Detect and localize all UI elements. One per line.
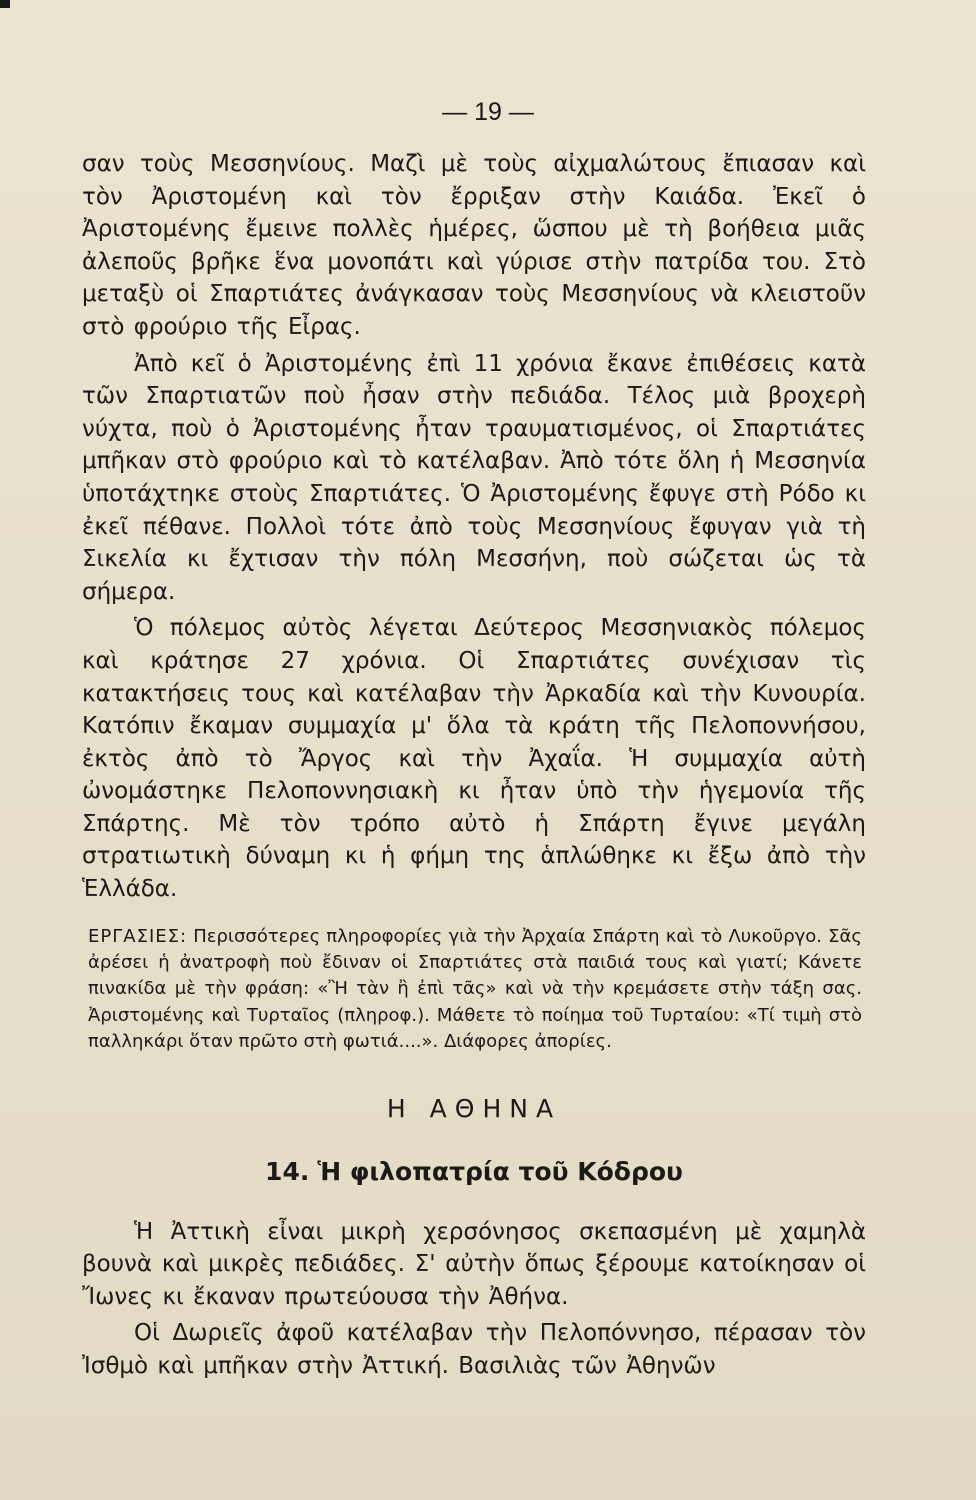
chapter-number: 14. [265,1156,310,1186]
chapter-heading [82,1157,866,1186]
paragraph-5: Οἱ Δωριεῖς ἀφοῦ κατέλαβαν τὴν Πελοπόννησο, πέρασαν τὸν Ἰσθμὸ καὶ μπῆκαν στὴν Ἀττική. Βασιλιὰς τῶν Ἀθηνῶν [82,1320,866,1380]
page-number: — 19 — [442,98,534,126]
tasks-block [82,924,866,1056]
paragraph-1: σαν τοὺς Μεσσηνίους. Μαζὶ μὲ τοὺς αἰχμαλώτους ἔπιασαν καὶ τὸν Ἀριστομένη καὶ τὸν ἔρριξαν στὴν Καιάδα. Ἐκεῖ ὁ Ἀριστομένης ἔμεινε πολλὲς ἡμέρες, ὥσπου μὲ τὴ βοήθεια μιᾶς ἀλεποῦς βρῆκε ἕνα μονοπάτι καὶ γύρισε στὴν πατρίδα του. Στὸ μεταξὺ οἱ Σπαρτιάτες ἀνάγκασαν τοὺς Μεσσηνίους νὰ κλειστοῦν στὸ φρούριο τῆς Εἶρας. [82,151,866,340]
paragraph-3: Ὁ πόλεμος αὐτὸς λέγεται Δεύτερος Μεσσηνιακὸς πόλεμος καὶ κράτησε 27 χρόνια. Οἱ Σπαρτιάτες συνέχισαν τὶς κατακτήσεις τους καὶ κατέλαβαν τὴν Ἀρκαδία καὶ τὴν Κυνουρία. Κατόπιν ἔκαμαν συμμαχία μ' ὅλα τὰ κράτη τῆς Πελοποννήσου, ἐκτὸς ἀπὸ τὸ Ἄργος καὶ τὴν Ἀχαΐα. Ἡ συμμαχία αὐτὴ ὠνομάστηκε Πελοποννησιακὴ κι ἦταν ὑπὸ τὴν ἡγεμονία τῆς Σπάρτης. Μὲ τὸν τρόπο αὐτὸ ἡ Σπάρτη ἔγινε μεγάλη στρατιωτικὴ δύναμη κι ἡ φήμη της ἁπλώθηκε κι ἔξω ἀπὸ τὴν Ἑλλάδα. [82,615,866,903]
page-content [82,148,866,1383]
scan-corner-mark [0,0,10,8]
paragraph-4: Ἡ Ἀττικὴ εἶναι μικρὴ χερσόνησος σκεπασμένη μὲ χαμηλὰ βουνὰ καὶ μικρὲς πεδιάδες. Σ' αὐτὴν ὅπως ξέρουμε κατοίκησαν οἱ Ἴωνες κι ἔκαναν πρωτεύουσα τὴν Ἀθήνα. [82,1218,866,1310]
tasks-text: Περισσότερες πληροφορίες γιὰ τὴν Ἀρχαία Σπάρτη καὶ τὸ Λυκοῦργο. Σᾶς ἀρέσει ἡ ἀνατροφὴ ποὺ ἔδιναν οἱ Σπαρτιάτες στὰ παιδιά τους καὶ γιατί; Κάνετε πινακίδα μὲ τὴν φράση: «Ἢ τὰν ἢ ἐπὶ τᾶς» καὶ νὰ τὴν κρεμάσετε στὴν τάξη σας. Ἀριστομένης καὶ Τυρταῖος (πληροφ.). Μάθετε τὸ ποίημα τοῦ Τυρταίου: «Τί τιμὴ στὸ παλληκάρι ὅταν πρῶτο στὴ φωτιά....». Διάφορες ἀπορίες. [88,925,862,1053]
paragraph-2: Ἀπὸ κεῖ ὁ Ἀριστομένης ἐπὶ 11 χρόνια ἔκανε ἐπιθέσεις κατὰ τῶν Σπαρτιατῶν ποὺ ἦσαν στὴν πεδιάδα. Τέλος μιὰ βροχερὴ νύχτα, ποὺ ὁ Ἀριστομένης ἦταν τραυματισμένος, οἱ Σπαρτιάτες μπῆκαν στὸ φρούριο καὶ τὸ κατέλαβαν. Ἀπὸ τότε ὅλη ἡ Μεσσηνία ὑποτάχτηκε στοὺς Σπαρτιάτες. Ὁ Ἀριστομένης ἔφυγε στὴ Ρόδο κι ἐκεῖ πέθανε. Πολλοὶ τότε ἀπὸ τοὺς Μεσσηνίους ἔφυγαν γιὰ τὴ Σικελία κι ἔχτισαν τὴν πόλη Μεσσήνη, ποὺ σώζεται ὡς τὰ σήμερα. [82,350,866,605]
chapter-title: Ἡ φιλοπατρία τοῦ Κόδρου [317,1156,683,1186]
tasks-label: ΕΡΓΑΣΙΕΣ: [88,925,188,947]
section-title: Η ΑΘΗΝΑ [386,1093,562,1123]
